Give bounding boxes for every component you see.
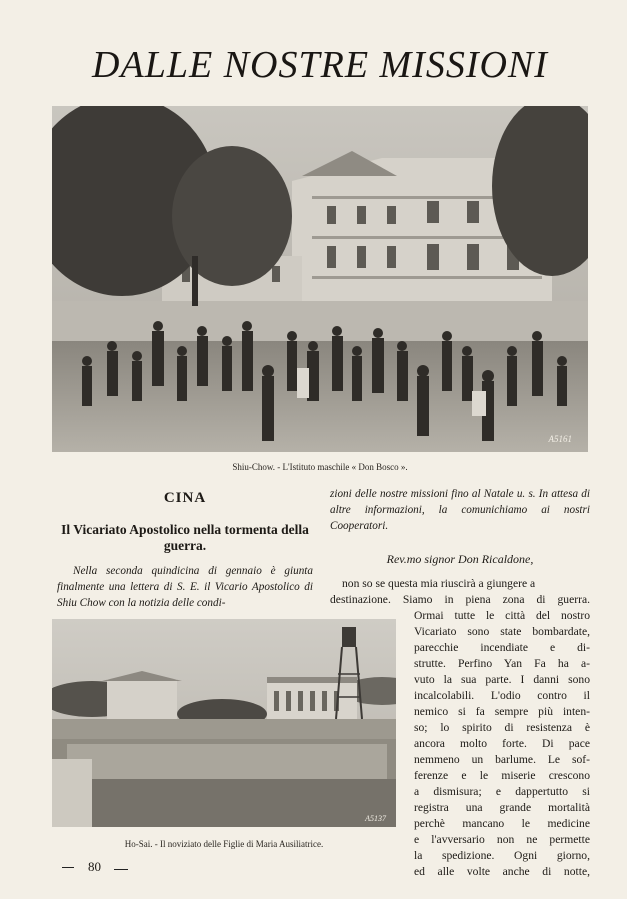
letter-line: registra una grande mortalità <box>414 801 590 814</box>
letter-line: vuto la sua parte. I danni sono <box>414 673 590 686</box>
article-right-column <box>330 486 590 567</box>
photo-don-bosco-institute-image <box>52 106 588 452</box>
photo-novitiate-image <box>52 619 396 827</box>
letter-line: perchè mancano le medicine <box>414 817 590 830</box>
letter-line: nemico si fa sempre più inten- <box>414 705 590 718</box>
photo-novitiate <box>52 619 396 827</box>
letter-line: nemmeno un barlume. Le sof- <box>414 753 590 766</box>
letter-line: ferenze e le miserie crescono <box>414 769 590 782</box>
letter-salutation: Rev.mo signor Don Ricaldone, <box>386 552 534 566</box>
letter-line: ed alle volte anche di notte, <box>414 865 590 878</box>
footer-dash-right <box>114 869 128 870</box>
article-intro-start: Nella seconda quindicina di gennaio è giunta finalmente una lettera di S. E. il Vicario Apostolico di Shiu Chow con la notizia delle condi- <box>57 565 313 609</box>
letter-line: so; lo spirito di resistenza è <box>414 721 590 734</box>
photo-caption: Ho-Sai. - Il noviziato delle Figlie di Maria Ausiliatrice. <box>124 839 324 849</box>
photo-don-bosco-institute <box>52 106 588 452</box>
letter-line: Vicariato sono state bombardate, <box>414 625 590 638</box>
letter-line: strutte. Perfino Yan Fa ha a- <box>414 657 590 670</box>
letter-line: la spedizione. Ogni giorno, <box>414 849 590 862</box>
letter-line: ancora molto forte. Di pace <box>414 737 590 750</box>
letter-line: Ormai tutte le città del nostro <box>414 609 590 622</box>
page-number: 80 <box>88 859 101 874</box>
photo-plate-number: A5137 <box>365 814 386 823</box>
letter-line: a dismisura; e dappertutto si <box>414 785 590 798</box>
letter-line: incalcolabili. L'odio contro il <box>414 689 590 702</box>
photo-plate-number: A5161 <box>548 434 572 444</box>
letter-line: destinazione. Siamo in piena zona di guerra. <box>330 593 590 606</box>
section-country: CINA <box>163 490 207 506</box>
article-intro-continuation: zioni delle nostre missioni fino al Natale u. s. In attesa di altre informazioni, la comunichiamo ai nostri Cooperatori. <box>330 488 590 532</box>
article-heading: Il Vicariato Apostolico nella tormenta della guerra. <box>61 522 309 553</box>
article-left-column <box>57 486 313 611</box>
photo-caption: Shiu-Chow. - L'Istituto maschile « Don Bosco ». <box>232 462 408 472</box>
page-title: DALLE NOSTRE MISSIONI <box>92 44 548 86</box>
letter-line: parecchie incendiate e di- <box>414 641 590 654</box>
letter-line: non so se questa mia riuscirà a giungere a <box>342 577 536 590</box>
letter-line: e l'avversario non ne permette <box>414 833 590 846</box>
footer-dash-left <box>62 867 74 868</box>
